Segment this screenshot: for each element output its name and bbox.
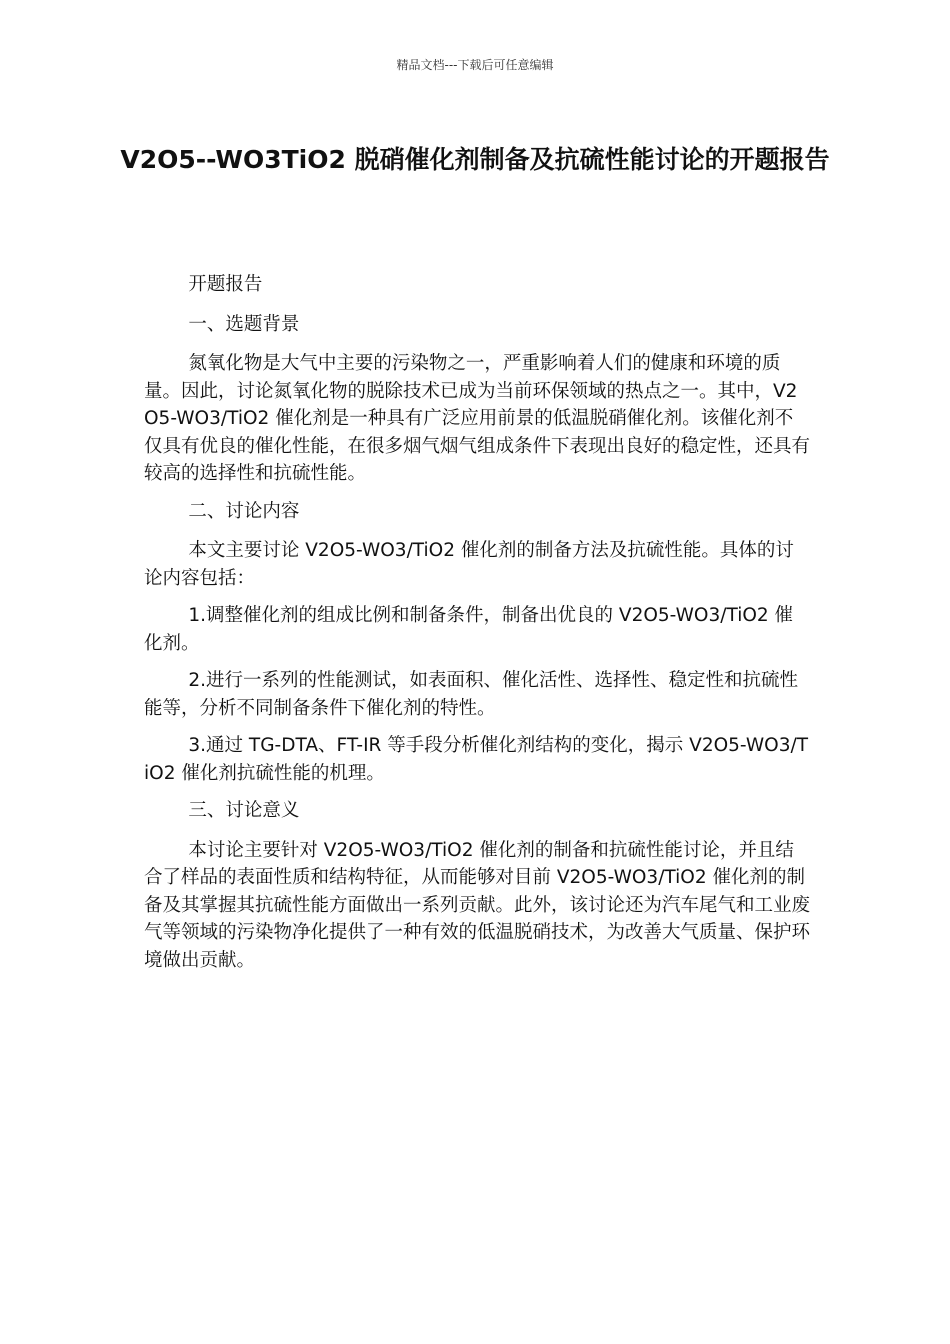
list-item-1: 1.调整催化剂的组成比例和制备条件，制备出优良的 V2O5-WO3/TiO2 催化剂。 (144, 605, 794, 654)
list-item-3: 3.通过 TG-DTA、FT-IR 等手段分析催化剂结构的变化，揭示 V2O5-WO3/TiO2 催化剂抗硫性能的机理。 (144, 735, 809, 784)
paragraph-background: 氮氧化物是大气中主要的污染物之一，严重影响着人们的健康和环境的质量。因此，讨论氮氧化物的脱除技术已成为当前环保领域的热点之一。其中，V2O5-WO3/TiO2 催化剂是一种具有广泛应用前景的低温脱硝催化剂。该催化剂不仅具有优良的催化性能，在很多烟气烟气组成条件下表现出良好的稳定性，还具有较高的选择性和抗硫性能。 (144, 353, 811, 484)
list-item-2: 2.进行一系列的性能测试，如表面积、催化活性、选择性、稳定性和抗硫性能等，分析不同制备条件下催化剂的特性。 (144, 670, 799, 719)
paragraph-significance: 本讨论主要针对 V2O5-WO3/TiO2 催化剂的制备和抗硫性能讨论，并且结合了样品的表面性质和结构特征，从而能够对目前 V2O5-WO3/TiO2 催化剂的制备及其掌握其抗硫性能方面做出一系列贡献。此外，该讨论还为汽车尾气和工业废气等领域的污染物净化提供了一种有效的低温脱硝技术，为改善大气质量、保护环境做出贡献。 (144, 839, 811, 971)
section-heading-significance: 三、讨论意义 (188, 800, 300, 821)
header-note: 精品文档---下载后可任意编辑 (396, 58, 554, 72)
document-title: V2O5--WO3TiO2 脱硝催化剂制备及抗硫性能讨论的开题报告 (120, 145, 830, 174)
section-label-opening-report: 开题报告 (188, 274, 263, 295)
section-heading-background: 一、选题背景 (188, 313, 300, 335)
paragraph-content-intro: 本文主要讨论 V2O5-WO3/TiO2 催化剂的制备方法及抗硫性能。具体的讨论内容包括： (144, 540, 794, 589)
section-heading-content: 二、讨论内容 (188, 500, 300, 522)
document-body (144, 271, 810, 984)
